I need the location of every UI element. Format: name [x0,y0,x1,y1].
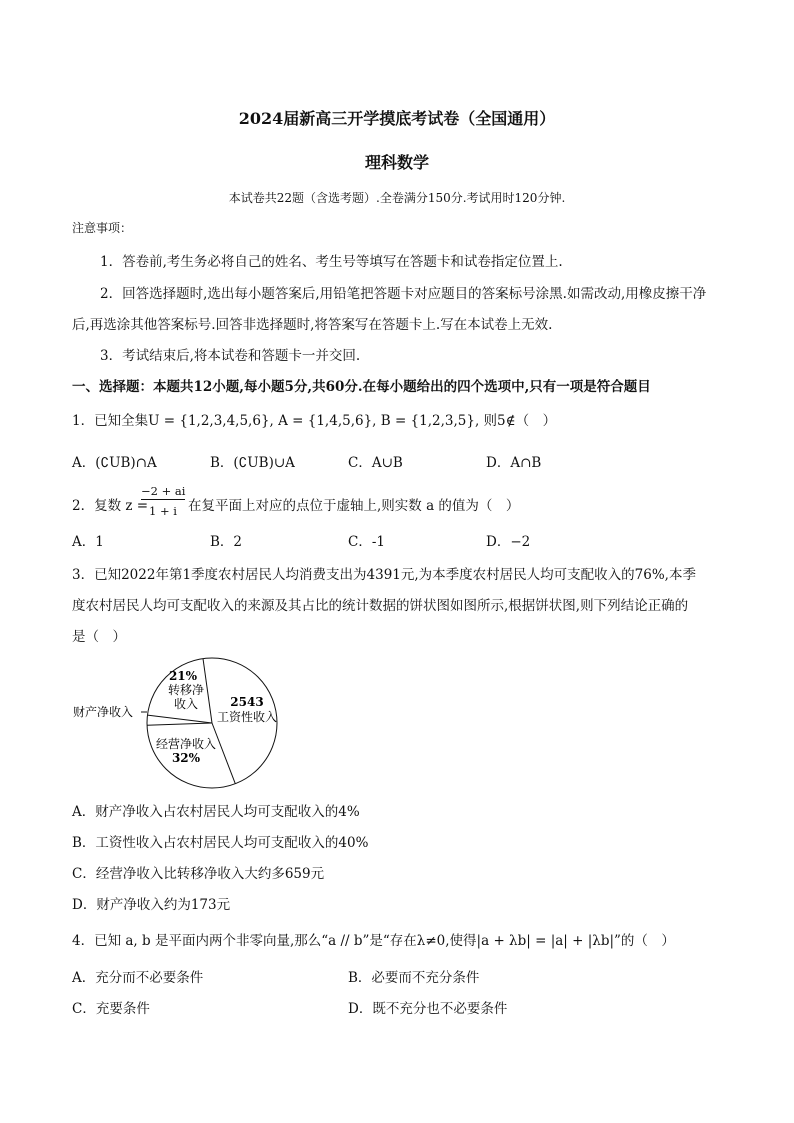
q4-option-d: D．既不充分也不必要条件 [348,1001,508,1017]
q2-fraction-numerator: −2 + ai [141,484,186,498]
note-item-2-line2: 后,再选涂其他答案标号.回答非选择题时,将答案写在答题卡上.写在本试卷上无效. [72,317,553,333]
q2-option-d: D．−2 [486,534,531,550]
q3-option-d: D．财产净收入约为173元 [72,897,231,913]
subject-title: 理科数学 [364,153,429,172]
question-2-prefix: 2．复数 z = [72,498,149,514]
slice-label-wage-value: 2543 [230,695,264,709]
section-heading: 一、选择题：本题共12小题,每小题5分,共60分.在每小题给出的四个选项中,只有一项是符合题目 [72,379,651,395]
q2-option-c: C．-1 [348,534,385,550]
note-item-1: 1．答卷前,考生务必将自己的姓名、考生号等填写在答题卡和试卷指定位置上. [100,254,563,270]
q3-option-b: B．工资性收入占农村居民人均可支配收入的40% [72,835,369,851]
slice-label-business-value: 32% [171,751,201,765]
q2-option-a: A．1 [72,534,104,550]
q1-option-b: B．(∁UB)∪A [210,455,295,471]
slice-label-transfer-value: 21% [168,669,198,683]
question-1-stem: 1．已知全集U = {1,2,3,4,5,6}, A = {1,4,5,6}, B = {1,2,3,5}, 则5∉（ ） [72,413,557,429]
question-3-line2: 度农村居民人均可支配收入的来源及其占比的统计数据的饼状图如图所示,根据饼状图,则下列结论正确的 [72,598,689,614]
q1-option-a: A．(∁UB)∩A [72,455,157,471]
question-3-line1: 3．已知2022年第1季度农村居民人均消费支出为4391元,为本季度农村居民人均可支配收入的76%,本季 [72,567,696,583]
q3-option-c: C．经营净收入比转移净收入大约多659元 [72,866,325,882]
slice-label-property: 财产净收入 [73,705,134,719]
slice-label-business: 经营净收入 [155,737,217,751]
question-4-stem: 4．已知 a, b 是平面内两个非零向量,那么“a // b”是“存在λ≠0,使得|a + λb| = |a| + |λb|”的（ ） [72,933,675,949]
note-item-2-line1: 2．回答选择题时,选出每小题答案后,用铅笔把答题卡对应题目的答案标号涂黑.如需改动,用橡皮擦干净 [100,286,707,302]
slice-label-wage: 工资性收入 [216,710,278,724]
q4-option-c: C．充要条件 [72,1001,150,1017]
q3-option-a: A．财产净收入占农村居民人均可支配收入的4% [72,804,360,820]
slice-label-transfer-line2: 收入 [173,697,199,711]
income-pie-chart [60,652,300,794]
exam-title: 2024届新高三开学摸底考试卷（全国通用） [238,109,556,128]
q1-option-d: D．A∩B [486,455,542,471]
question-2-suffix: 在复平面上对应的点位于虚轴上,则实数 a 的值为（ ） [188,498,520,514]
q2-fraction-denominator: 1 + i [149,504,177,518]
exam-info: 本试卷共22题（含选考题）.全卷满分150分.考试用时120分钟. [228,191,566,205]
q4-option-a: A．充分而不必要条件 [72,970,204,986]
q4-option-b: B．必要而不充分条件 [348,970,480,986]
notes-heading: 注意事项： [72,221,133,235]
slice-label-transfer-line1: 转移净 [167,683,205,697]
q2-option-b: B．2 [210,534,243,550]
q1-option-c: C．A∪B [348,455,403,471]
question-3-line3: 是（ ） [72,629,126,645]
note-item-3: 3．考试结束后,将本试卷和答题卡一并交回. [100,348,361,364]
